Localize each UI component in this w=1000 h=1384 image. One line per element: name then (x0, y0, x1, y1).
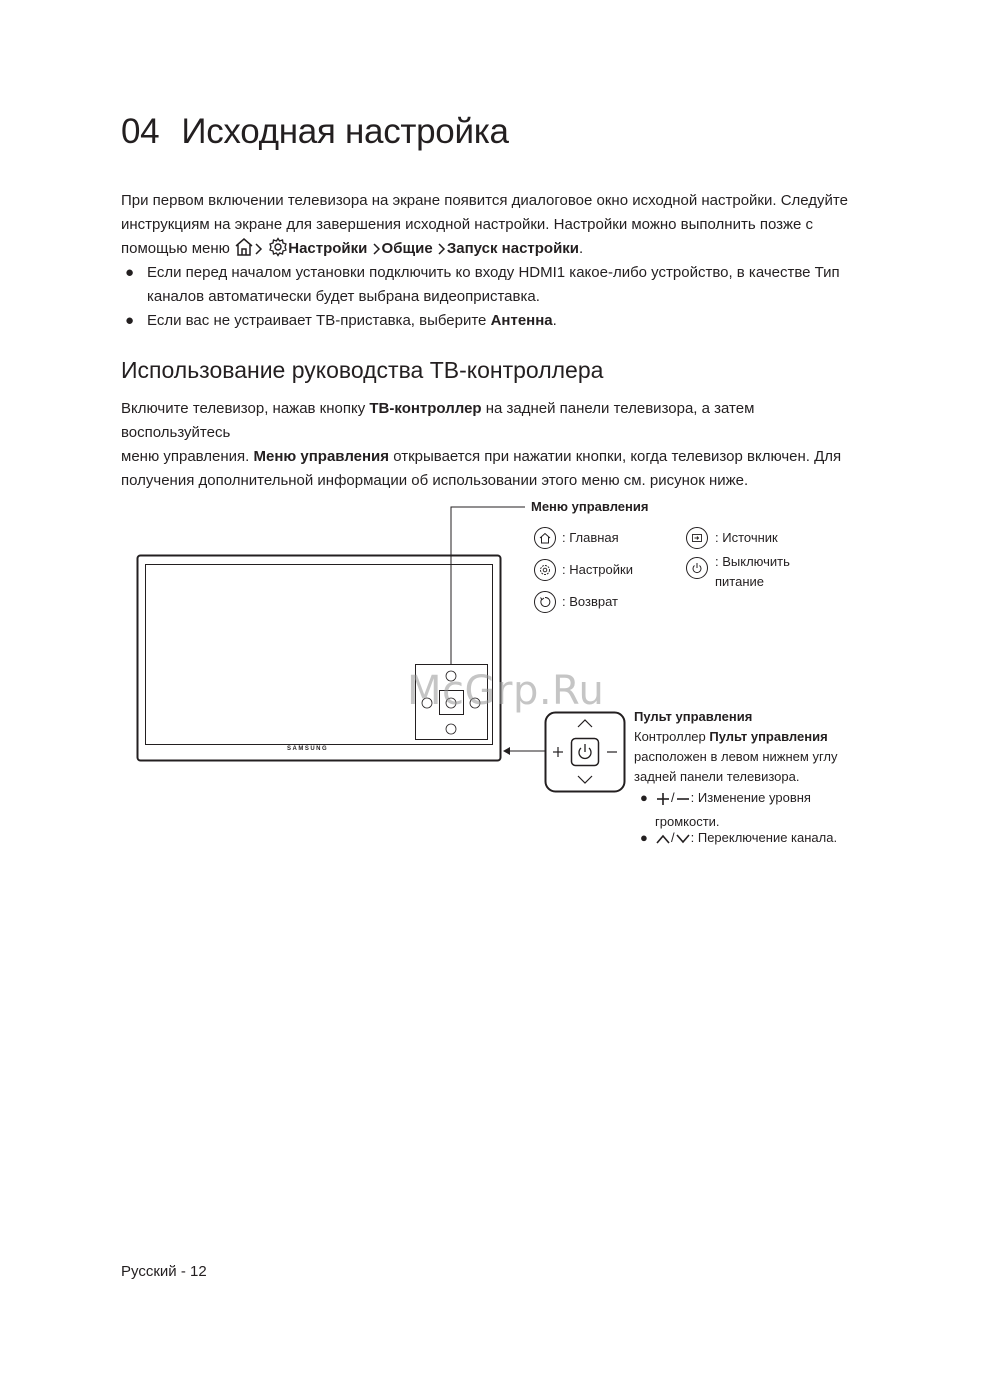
list-item: ● (640, 830, 648, 845)
remote-title: Пульт управления (634, 709, 753, 724)
path-start-setup: Запуск настройки (446, 240, 580, 257)
intro-line: инструкциям на экране для завершения исходной настройки. Настройки можно выполнить позже с (121, 216, 814, 233)
list-item: / : Переключение канала. (655, 828, 837, 852)
menu-label-power: : Выключить питание (715, 554, 790, 589)
list-item: / : Изменение уровня громкости. (655, 790, 811, 829)
bullet-dot: ● (125, 312, 135, 329)
chapter-number: 04 (121, 112, 160, 151)
home-icon (534, 527, 556, 549)
menu-label-return: : Возврат (562, 594, 618, 609)
page-number: Русский - 12 (121, 1263, 207, 1280)
chevron-down-icon (675, 832, 691, 852)
source-icon (686, 527, 708, 549)
path-general: Общие (381, 240, 433, 257)
menu-label-settings: : Настройки (562, 562, 633, 577)
chevron-up-icon (655, 832, 671, 852)
list-item: ● (640, 790, 648, 805)
intro-line: помощью меню Настройки Общие Запуск настройки. (121, 237, 861, 265)
bullet-dot: ● (125, 264, 135, 281)
section-title: Использование руководства ТВ-контроллера (121, 357, 604, 383)
intro-line: При первом включении телевизора на экране появится диалоговое окно исходной настройки. Следуйте (121, 192, 848, 209)
control-menu-title: Меню управления (531, 499, 649, 514)
remote-description: Пульт управления Контроллер Пульт управления расположен в левом нижнем углу задней панели телевизора. (634, 707, 864, 787)
minus-icon (675, 792, 691, 812)
watermark: McGrp.Ru (407, 668, 605, 714)
chapter-title: Исходная настройка (181, 112, 509, 151)
power-icon (686, 557, 708, 579)
menu-label-home: : Главная (562, 530, 619, 545)
section-paragraph: Включите телевизор, нажав кнопку ТВ-контроллер на задней панели телевизора, а затем воспользуйтесь меню управления. Меню управления открывается при нажатии кнопки, когда телевизор включен. Для получения дополнительной информации об использовании этого меню см. рисунок ниже. (121, 400, 842, 489)
path-settings: Настройки (288, 240, 368, 257)
gear-icon (534, 559, 556, 581)
menu-label-source: : Источник (715, 530, 778, 545)
return-icon (534, 591, 556, 613)
tv-brand-label: SAMSUNG (287, 746, 329, 752)
plus-icon (655, 792, 671, 812)
